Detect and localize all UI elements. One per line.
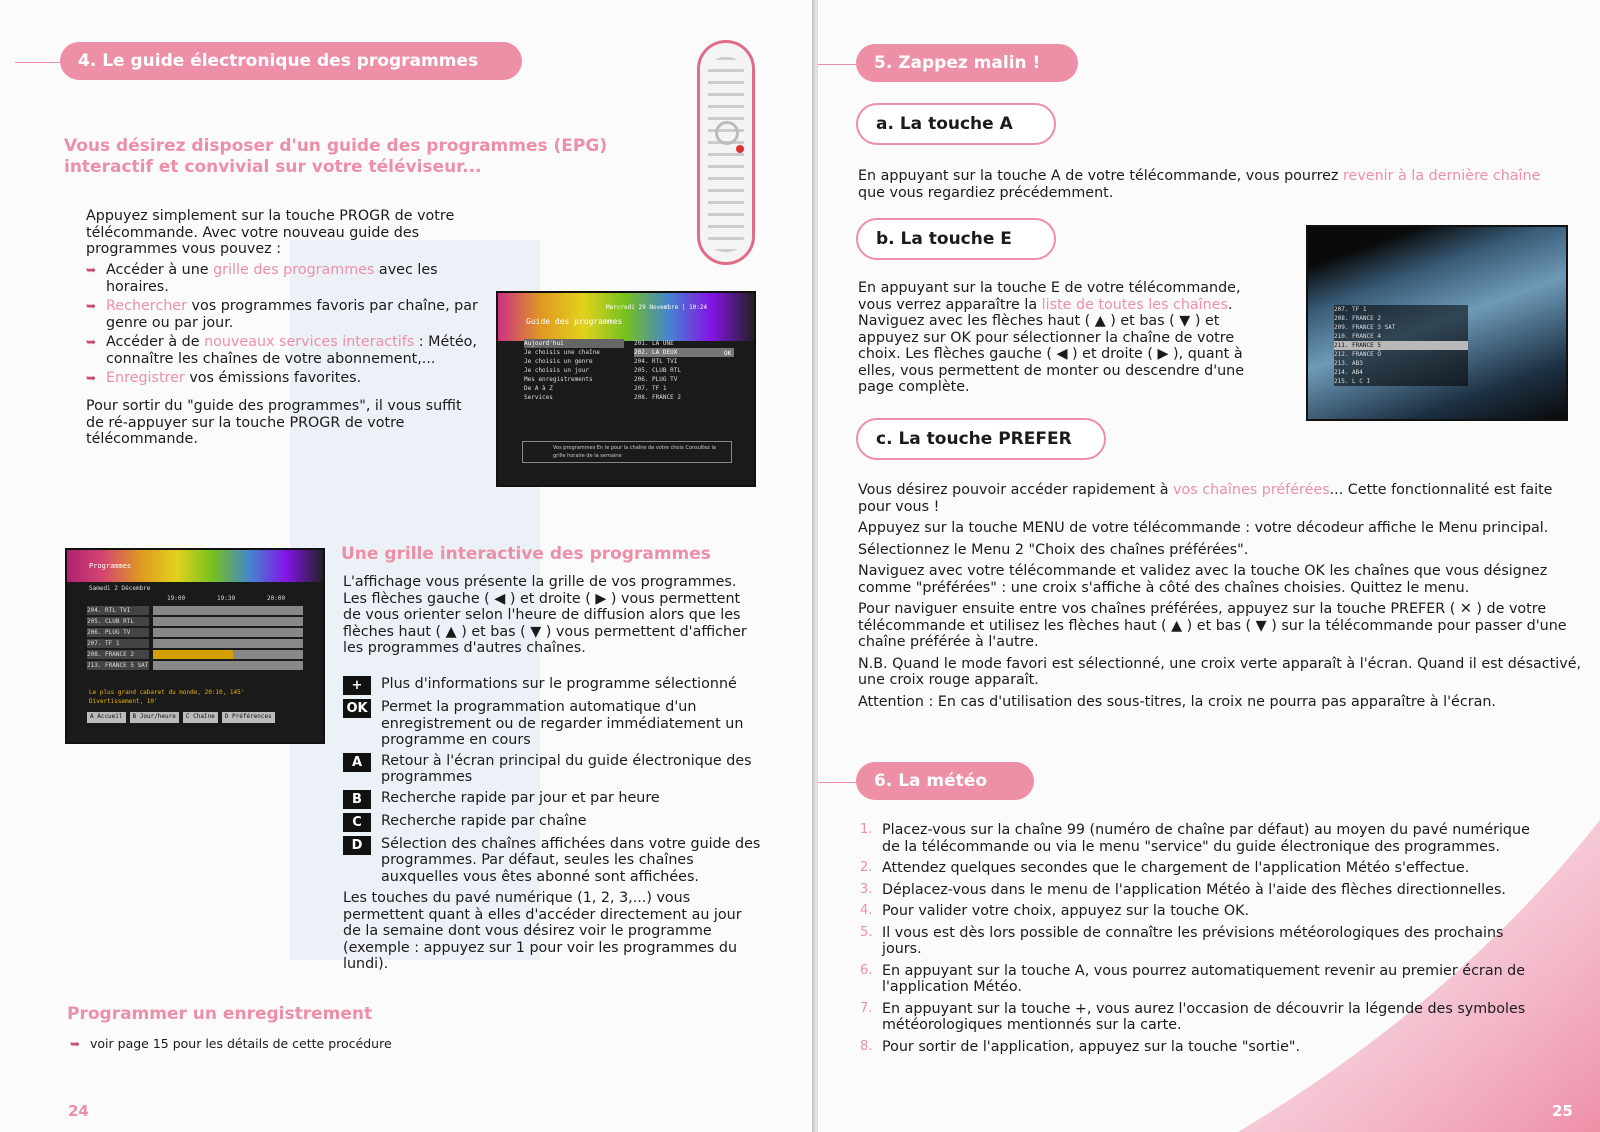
grid-footer-text: Le plus grand cabaret du monde, 20:10, 145' <box>89 689 245 696</box>
c-key-icon: C <box>343 813 371 832</box>
grid-channel: 206. PLUG TV <box>87 628 149 637</box>
meteo-step <box>860 1039 1544 1056</box>
step-number: 5. <box>860 924 873 940</box>
bullet-highlight: Enregistrer <box>106 370 185 386</box>
step-number: 8. <box>860 1038 873 1054</box>
channel-list-item: 215. L C I <box>1334 377 1468 386</box>
key-row <box>343 813 761 832</box>
touche-a-text <box>858 168 1548 201</box>
bullet-item <box>86 370 478 387</box>
channel-list-item: 208. FRANCE 2 <box>1334 314 1468 323</box>
record-link-text: ➥ voir page 15 pour les détails de cette procédure <box>70 1036 490 1052</box>
bullet-item <box>86 334 478 367</box>
epg-channel: 206. PLUG TV <box>634 376 678 383</box>
touche-prefer-title: c. La touche PREFER <box>856 418 1106 460</box>
highlight: liste de toutes les chaînes <box>1041 296 1228 313</box>
prefer-paragraph: Appuyez sur la touche MENU de votre télécommande : votre décodeur affiche le Menu principal. <box>858 520 1549 536</box>
grid-screenshot <box>65 548 325 744</box>
channel-list-item: 210. FRANCE 4 <box>1334 332 1468 341</box>
epg-channel: 205. CLUB RTL <box>634 367 681 374</box>
remote-buttons-icon <box>708 57 744 252</box>
prefer-paragraph: Pour naviguer ensuite entre vos chaînes préférées, appuyez sur la touche PREFER ( ✕ ) de votre télécommande et utilisez les flèches haut ( ▲ ) et bas ( ▼ ) sur la télécommande pour passer d'une chaîne préférée à l'autre. <box>858 601 1567 650</box>
epg-menu-item: Je choisis un jour <box>524 367 590 374</box>
remote-dpad-icon <box>715 121 739 145</box>
intro-bullet-list <box>86 262 478 390</box>
bullet-text: Accéder à de <box>106 334 205 350</box>
page-number-right: 25 <box>1552 1102 1573 1120</box>
epg-menu-item: Mes enregistrements <box>524 376 593 383</box>
step-number: 4. <box>860 903 873 918</box>
bullet-text: Accéder à une <box>106 262 214 278</box>
key-legend <box>343 676 761 889</box>
meteo-step <box>860 1001 1544 1034</box>
grid-channel: 204. RTL TVI <box>87 606 149 615</box>
ok-key-icon: OK <box>343 699 371 718</box>
key-description: Recherche rapide par jour et par heure <box>381 789 660 806</box>
epg-screenshot <box>496 291 756 487</box>
meteo-steps <box>860 822 1544 1060</box>
d-key-icon: D <box>343 836 371 855</box>
text: . Naviguez avec les flèches haut ( ▲ ) et bas ( ▼ ) et appuyez sur OK pour sélectionner la chaîne de votre choix. Les flèches gauche ( ◀ ) et droite ( ▶ ), quant à elles, vous permettent de monter ou descendre d'une page complète. <box>858 296 1245 395</box>
key-row <box>343 676 761 695</box>
grid-cells <box>153 606 303 672</box>
channel-list-item: 212. FRANCE Ô <box>1334 350 1468 359</box>
epg-menu-item: De A à Z <box>524 385 553 392</box>
step-text: En appuyant sur la touche +, vous aurez l'occasion de découvrir la légende des symboles météorologiques mentionnés sur la carte. <box>882 1000 1526 1033</box>
key-description: Plus d'informations sur le programme sélectionné <box>381 676 737 692</box>
step-text: Placez-vous sur la chaîne 99 (numéro de chaîne par défaut) au moyen du pavé numérique de la télécommande ou via le menu "service" du guide électronique des programmes. <box>882 822 1530 855</box>
remote-red-button-icon <box>736 145 744 153</box>
bullet-highlight: grille des programmes <box>213 262 375 278</box>
grid-paragraph-2: Les touches du pavé numérique (1, 2, 3,...) vous permettent quant à elles d'accéder directement au jour de la semaine dont vous désirez voir le programme (exemple : appuyez sur 1 pour voir les programmes du lundi). <box>343 890 742 972</box>
intro-paragraph-2: Pour sortir du "guide des programmes", il vous suffit de ré-appuyer sur la touche PROGR de votre télécommande. <box>86 398 462 447</box>
highlight: vos chaînes préférées <box>1173 482 1330 498</box>
grid-channel: 205. CLUB RTL <box>87 617 149 626</box>
epg-ok-label: OK <box>724 350 732 357</box>
grid-footer-sub: Divertissement, 10' <box>89 698 158 705</box>
key-description: Retour à l'écran principal du guide électronique des programmes <box>381 752 752 785</box>
channel-list-item: 211. FRANCE 5 <box>1334 341 1468 350</box>
a-key-icon: A <box>343 753 371 772</box>
text: ... Cette fonctionnalité est faite pour vous ! <box>858 482 1553 515</box>
grid-title: Programmes <box>89 562 132 570</box>
bullet-highlight: nouveaux services interactifs <box>204 334 415 350</box>
channel-list <box>1334 305 1468 386</box>
prefer-paragraph: Attention : En cas d'utilisation des sous-titres, la croix ne pourra pas apparaître à l'écran. <box>858 693 1496 710</box>
epg-menu-item: Je choisis une chaîne <box>524 349 600 356</box>
bullet-item <box>86 298 478 331</box>
epg-channels <box>634 339 734 402</box>
meteo-step <box>860 903 1544 920</box>
epg-channel: 201. LA UNE <box>634 340 674 347</box>
touche-e-title: b. La touche E <box>856 218 1056 260</box>
grid-channel-list <box>87 606 149 672</box>
bullet-text: avec les horaires. <box>106 262 438 295</box>
key-row <box>343 753 761 786</box>
epg-channel: 202. LA DEUX <box>634 348 734 357</box>
step-text: Pour sortir de l'application, appuyez sur la touche "sortie". <box>882 1038 1300 1055</box>
step-number: 6. <box>860 962 873 978</box>
meteo-step <box>860 860 1544 877</box>
key-row <box>343 790 761 809</box>
touche-e-text <box>858 280 1262 396</box>
b-key-icon: B <box>343 790 371 809</box>
meteo-step <box>860 925 1544 958</box>
grid-time: 19:30 <box>217 595 236 602</box>
bullet-text: vos émissions favorites. <box>184 370 362 386</box>
epg-channel: 207. TF 1 <box>634 385 667 392</box>
section-title-4: 4. Le guide électronique des programmes <box>60 42 522 80</box>
grid-heading: Une grille interactive des programmes <box>341 544 711 564</box>
step-text: Pour valider votre choix, appuyez sur la touche OK. <box>882 903 1250 919</box>
prefer-paragraph: N.B. Quand le mode favori est sélectionné, une croix verte apparaît à l'écran. Quand il est désactivé, une croix rouge apparaît. <box>858 655 1582 688</box>
plus-key-icon: + <box>343 676 371 695</box>
bullet-item <box>86 262 478 295</box>
grid-paragraph: L'affichage vous présente la grille de vos programmes. Les flèches gauche ( ◀ ) et droite ( ▶ ) vous permettent de vous orienter selon l'heure de diffusion alors que les flèches haut ( ▲ ) et bas ( ▼ ) vous permettent d'afficher les programmes d'autres chaînes. <box>343 574 747 656</box>
section-title-6: 6. La météo <box>856 762 1034 800</box>
highlight: revenir à la dernière chaîne <box>1342 168 1541 184</box>
key-description: Permet la programmation automatique d'un enregistrement ou de regarder immédiatement un programme en cours <box>381 699 744 748</box>
epg-title: Guide des programmes <box>526 317 623 326</box>
page-number-left: 24 <box>68 1102 89 1120</box>
step-text: Déplacez-vous dans le menu de l'application Météo à l'aide des flèches directionnelles. <box>882 881 1506 898</box>
epg-date: Mercredi 29 Novembre | 10:24 <box>606 304 708 311</box>
step-number: 7. <box>860 1000 873 1016</box>
meteo-step <box>860 882 1544 899</box>
channel-list-screenshot <box>1306 225 1568 421</box>
meteo-step <box>860 822 1544 855</box>
step-text: En appuyant sur la touche A, vous pourrez automatiquement revenir au premier écran de l'application Météo. <box>882 962 1526 995</box>
grid-channel: 208. FRANCE 2 <box>87 650 149 659</box>
touche-a-title: a. La touche A <box>856 103 1056 145</box>
meteo-step <box>860 963 1544 996</box>
prefer-intro <box>858 482 1582 515</box>
epg-menu-item: Services <box>524 394 553 401</box>
prefer-section <box>858 482 1582 715</box>
key-row <box>343 699 761 749</box>
grid-time: 19:00 <box>167 595 186 602</box>
grid-button: C Chaîne <box>183 712 218 723</box>
bullet-highlight: Rechercher <box>106 298 187 314</box>
prefer-paragraph: Naviguez avec votre télécommande et validez avec la touche OK les chaînes que vous désignez comme "préférées" : une croix s'affiche à côté des chaînes choisies. Quittez le menu. <box>858 563 1548 596</box>
key-row <box>343 836 761 886</box>
key-description: Sélection des chaînes affichées dans votre guide des programmes. Par défaut, seules les chaînes auxquelles vous êtes abonné sont affichées. <box>381 835 761 885</box>
grid-channel: 213. FRANCE 5 SAT <box>87 662 149 669</box>
bullet-text: : Météo, connaître les chaînes de votre abonnement,... <box>106 334 477 367</box>
intro-paragraph: Appuyez simplement sur la touche PROGR de votre télécommande. Avec votre nouveau guide des programmes vous pouvez : <box>86 208 455 257</box>
step-number: 1. <box>860 822 873 837</box>
text: En appuyant sur la touche A de votre télécommande, vous pourrez <box>858 168 1343 184</box>
grid-channel: 207. TF 1 <box>87 639 149 648</box>
grid-button-bar <box>87 712 307 724</box>
step-text: Attendez quelques secondes que le chargement de l'application Météo s'effectue. <box>882 860 1470 876</box>
step-text: Il vous est dès lors possible de connaître les prévisions météorologiques des prochains jours. <box>882 924 1504 957</box>
text: Vous désirez pouvoir accéder rapidement à <box>858 482 1174 498</box>
remote-control-image <box>697 40 755 265</box>
epg-channel: 208. FRANCE 2 <box>634 394 681 401</box>
grid-date: Samedi 2 Décembre <box>89 585 151 592</box>
grid-selected-cell <box>153 650 233 659</box>
bullet-text: vos programmes favoris par chaîne, par genre ou par jour. <box>106 298 478 331</box>
grid-button: A Accueil <box>87 712 126 723</box>
channel-list-item: 209. FRANCE 3 SAT <box>1334 323 1468 332</box>
right-page <box>818 0 1600 1132</box>
epg-footer: Vos programmes En le pour la chaîne de votre choix Consultez la grille horaire de la semaine <box>522 441 732 463</box>
grid-button: B Jour/heure <box>130 712 179 723</box>
text: En appuyant sur la touche E de votre télécommande, vous verrez apparaître la <box>858 280 1241 313</box>
section-title-5: 5. Zappez malin ! <box>856 44 1078 82</box>
text: que vous regardiez précédemment. <box>858 184 1114 201</box>
channel-list-item: 214. AB4 <box>1334 368 1468 377</box>
epg-menu <box>524 339 624 402</box>
epg-menu-item: Je choisis un genre <box>524 358 593 365</box>
record-heading: Programmer un enregistrement <box>67 1004 373 1024</box>
intro-heading: Vous désirez disposer d'un guide des programmes (EPG) interactif et convivial sur votre téléviseur... <box>64 136 608 177</box>
step-number: 3. <box>860 881 873 897</box>
epg-channel: 204. RTL TVI <box>634 358 678 365</box>
channel-list-item: 207. TF 1 <box>1334 305 1468 314</box>
channel-list-item: 213. AB3 <box>1334 359 1468 368</box>
key-description: Recherche rapide par chaîne <box>381 812 587 829</box>
grid-time: 20:00 <box>267 595 286 602</box>
epg-menu-item: Aujourd'hui <box>524 339 624 348</box>
prefer-paragraph: Sélectionnez le Menu 2 "Choix des chaînes préférées". <box>858 541 1249 558</box>
grid-button: D Préférences <box>222 712 275 723</box>
step-number: 2. <box>860 860 873 875</box>
